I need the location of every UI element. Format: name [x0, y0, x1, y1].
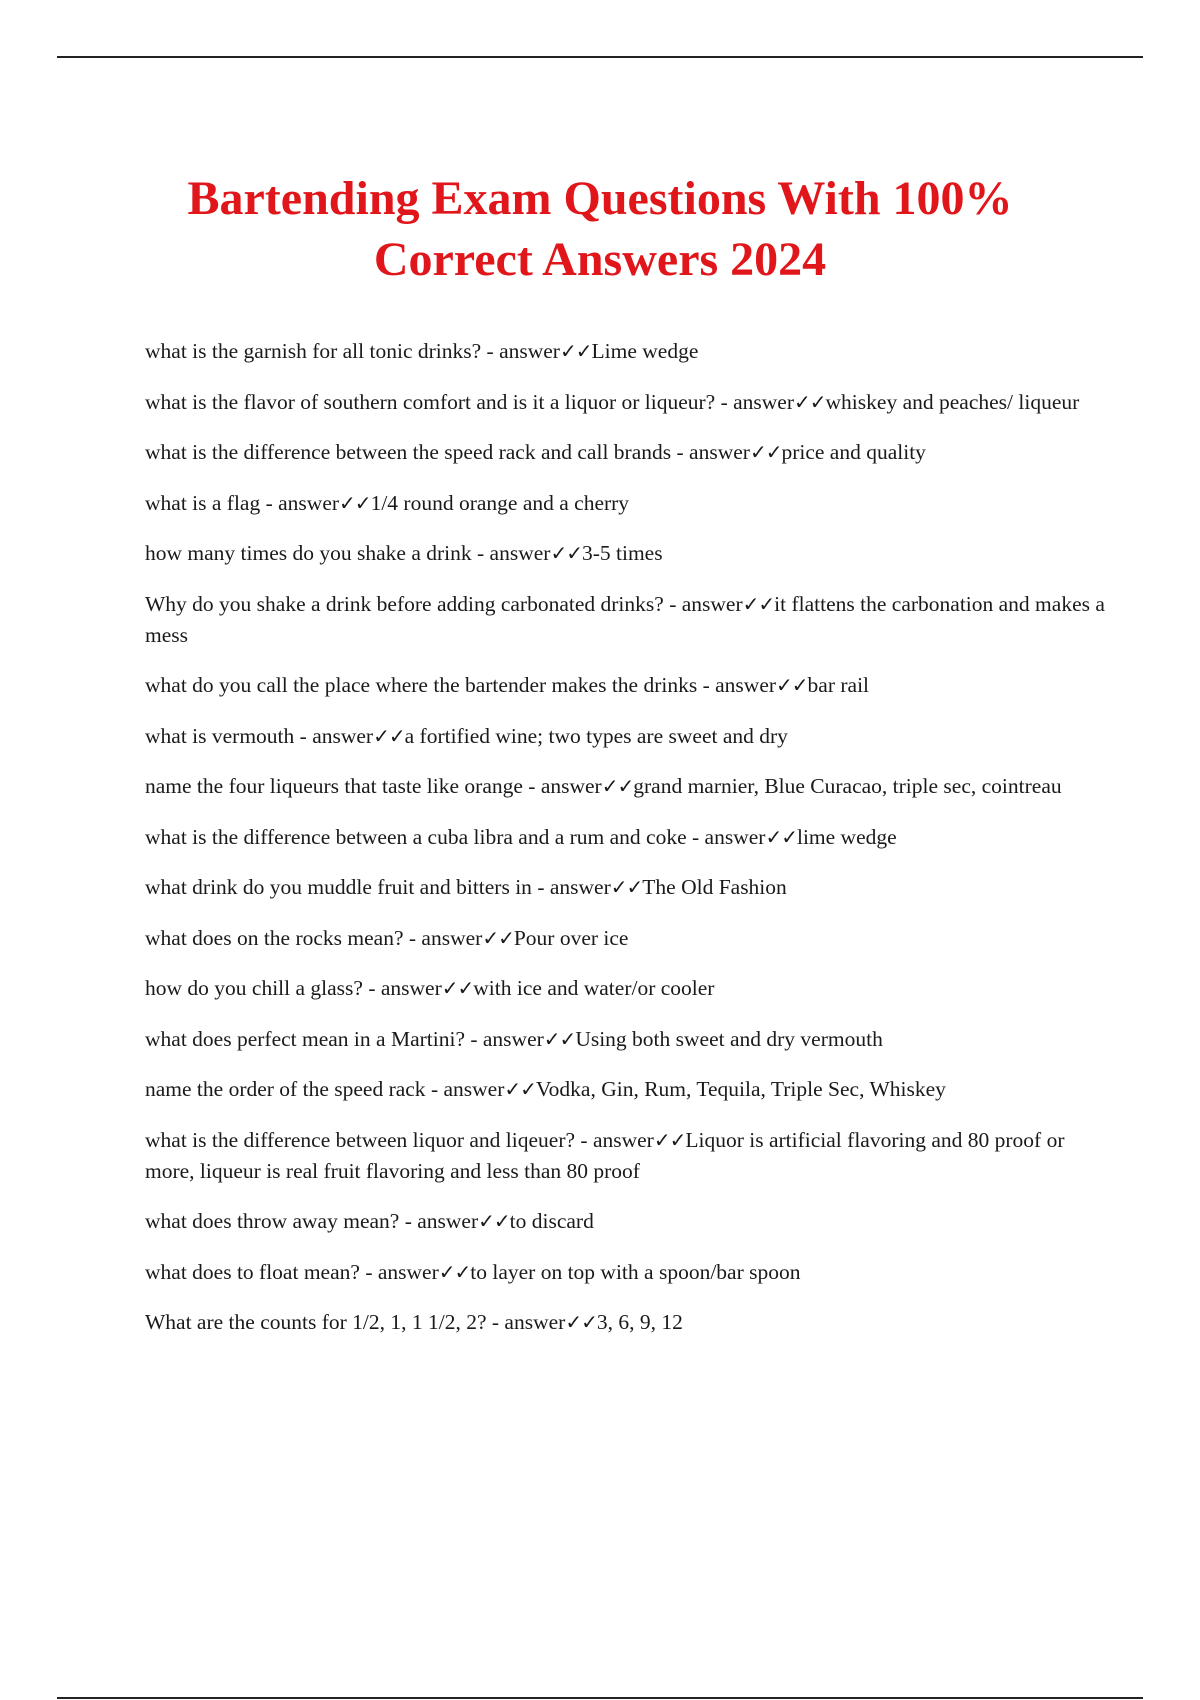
double-check-icon: ✓✓ — [765, 824, 797, 849]
answer-separator: - answer — [359, 1259, 439, 1284]
qa-item — [145, 1074, 1105, 1105]
answer-separator: - answer — [486, 1310, 566, 1334]
answer-separator: - answer — [464, 1026, 544, 1051]
answer-separator: - answer — [294, 723, 374, 748]
bottom-rule — [57, 1697, 1143, 1699]
question-text: what does to float mean? — [145, 1259, 360, 1284]
answer-text: price and quality — [781, 440, 926, 464]
answer-separator: - answer — [481, 339, 560, 363]
title-line-1: Bartending Exam Questions With 100% — [187, 172, 1013, 225]
answer-separator: - answer — [715, 389, 795, 414]
qa-list — [145, 336, 1105, 1358]
answer-text: to layer on top with a spoon/bar spoon — [470, 1259, 801, 1284]
double-check-icon: ✓✓ — [550, 541, 582, 565]
double-check-icon: ✓✓ — [653, 1127, 686, 1152]
answer-separator: - answer — [399, 1209, 479, 1233]
question-text: what does throw away mean? — [145, 1209, 400, 1233]
question-text: what is the difference between the speed rack and call brands — [145, 440, 672, 464]
title-line-2: Correct Answers 2024 — [373, 233, 827, 286]
qa-item — [145, 1125, 1105, 1187]
question-text: what is the flavor of southern comfort and is it a liquor or liqueur? — [145, 389, 716, 414]
double-check-icon: ✓✓ — [776, 673, 808, 697]
answer-separator: - answer — [671, 440, 750, 464]
qa-item — [145, 437, 1105, 468]
question-text: name the order of the speed rack — [145, 1077, 426, 1101]
top-rule — [57, 56, 1143, 58]
question-text: what drink do you muddle fruit and bitters in — [145, 875, 532, 899]
question-text: how do you chill a glass? — [145, 976, 363, 1000]
qa-item — [145, 336, 1105, 367]
answer-text: Lime wedge — [591, 339, 699, 363]
qa-item — [145, 721, 1105, 752]
page-title — [0, 168, 1200, 290]
qa-item — [145, 589, 1105, 651]
answer-separator: - answer — [260, 490, 340, 515]
qa-item — [145, 822, 1105, 853]
answer-separator: - answer — [575, 1127, 654, 1152]
double-check-icon: ✓✓ — [749, 440, 782, 464]
answer-separator: - answer — [403, 925, 483, 950]
double-check-icon: ✓✓ — [441, 976, 474, 1000]
double-check-icon: ✓✓ — [504, 1077, 536, 1101]
answer-text: bar rail — [807, 673, 870, 697]
question-text: What are the counts for 1/2, 1, 1 1/2, 2? — [145, 1310, 487, 1334]
double-check-icon: ✓✓ — [373, 723, 405, 748]
question-text: how many times do you shake a drink — [145, 541, 472, 565]
qa-item — [145, 923, 1105, 954]
double-check-icon: ✓✓ — [543, 1026, 576, 1051]
answer-separator: - answer — [697, 673, 777, 697]
answer-text: Liquor is artificial flavoring and 80 proof or more, liqueur is real fruit flavoring and less than 80 proof — [145, 1127, 1065, 1183]
double-check-icon: ✓✓ — [482, 925, 514, 950]
qa-item — [145, 1257, 1105, 1288]
question-text: what is the garnish for all tonic drinks? — [145, 339, 482, 363]
answer-separator: - answer — [686, 824, 766, 849]
question-text: Why do you shake a drink before adding carbonated drinks? — [145, 591, 664, 616]
answer-text: Pour over ice — [513, 925, 629, 950]
answer-separator: - answer — [663, 591, 743, 616]
answer-separator: - answer — [522, 774, 602, 798]
answer-text: whiskey and peaches/ liqueur — [825, 389, 1080, 414]
qa-item — [145, 387, 1105, 418]
answer-text: 3, 6, 9, 12 — [596, 1310, 683, 1334]
answer-text: Using both sweet and dry vermouth — [575, 1026, 883, 1051]
answer-separator: - answer — [425, 1077, 505, 1101]
double-check-icon: ✓✓ — [742, 591, 775, 616]
answer-text: grand marnier, Blue Curacao, triple sec, cointreau — [633, 774, 1062, 798]
double-check-icon: ✓✓ — [601, 774, 634, 798]
answer-text: it flattens the carbonation and makes a mess — [145, 591, 1105, 647]
double-check-icon: ✓✓ — [478, 1209, 510, 1233]
double-check-icon: ✓✓ — [438, 1259, 471, 1284]
answer-separator: - answer — [531, 875, 611, 899]
answer-separator: - answer — [362, 976, 442, 1000]
double-check-icon: ✓✓ — [339, 490, 371, 515]
answer-text: Vodka, Gin, Rum, Tequila, Triple Sec, Whiskey — [535, 1077, 946, 1101]
qa-item — [145, 872, 1105, 903]
qa-item — [145, 1024, 1105, 1055]
question-text: what is the difference between a cuba libra and a rum and coke — [145, 824, 687, 849]
qa-item — [145, 1206, 1105, 1237]
qa-item — [145, 670, 1105, 701]
double-check-icon: ✓✓ — [794, 389, 826, 414]
qa-item — [145, 973, 1105, 1004]
question-text: what is a flag — [145, 490, 261, 515]
answer-text: 3-5 times — [581, 541, 663, 565]
double-check-icon: ✓✓ — [559, 339, 592, 363]
answer-text: a fortified wine; two types are sweet and dry — [404, 723, 788, 748]
answer-text: lime wedge — [796, 824, 897, 849]
qa-item — [145, 488, 1105, 519]
question-text: what is vermouth — [145, 723, 295, 748]
answer-text: 1/4 round orange and a cherry — [370, 490, 630, 515]
answer-text: The Old Fashion — [642, 875, 787, 899]
qa-item — [145, 771, 1105, 802]
answer-separator: - answer — [471, 541, 551, 565]
answer-text: to discard — [509, 1209, 594, 1233]
double-check-icon: ✓✓ — [610, 875, 643, 899]
question-text: what does on the rocks mean? — [145, 925, 404, 950]
question-text: what do you call the place where the bartender makes the drinks — [145, 673, 698, 697]
answer-text: with ice and water/or cooler — [473, 976, 715, 1000]
double-check-icon: ✓✓ — [565, 1310, 597, 1334]
qa-item — [145, 538, 1105, 569]
question-text: name the four liqueurs that taste like orange — [145, 774, 523, 798]
question-text: what is the difference between liquor and liqeuer? — [145, 1127, 576, 1152]
qa-item — [145, 1307, 1105, 1338]
question-text: what does perfect mean in a Martini? — [145, 1026, 465, 1051]
